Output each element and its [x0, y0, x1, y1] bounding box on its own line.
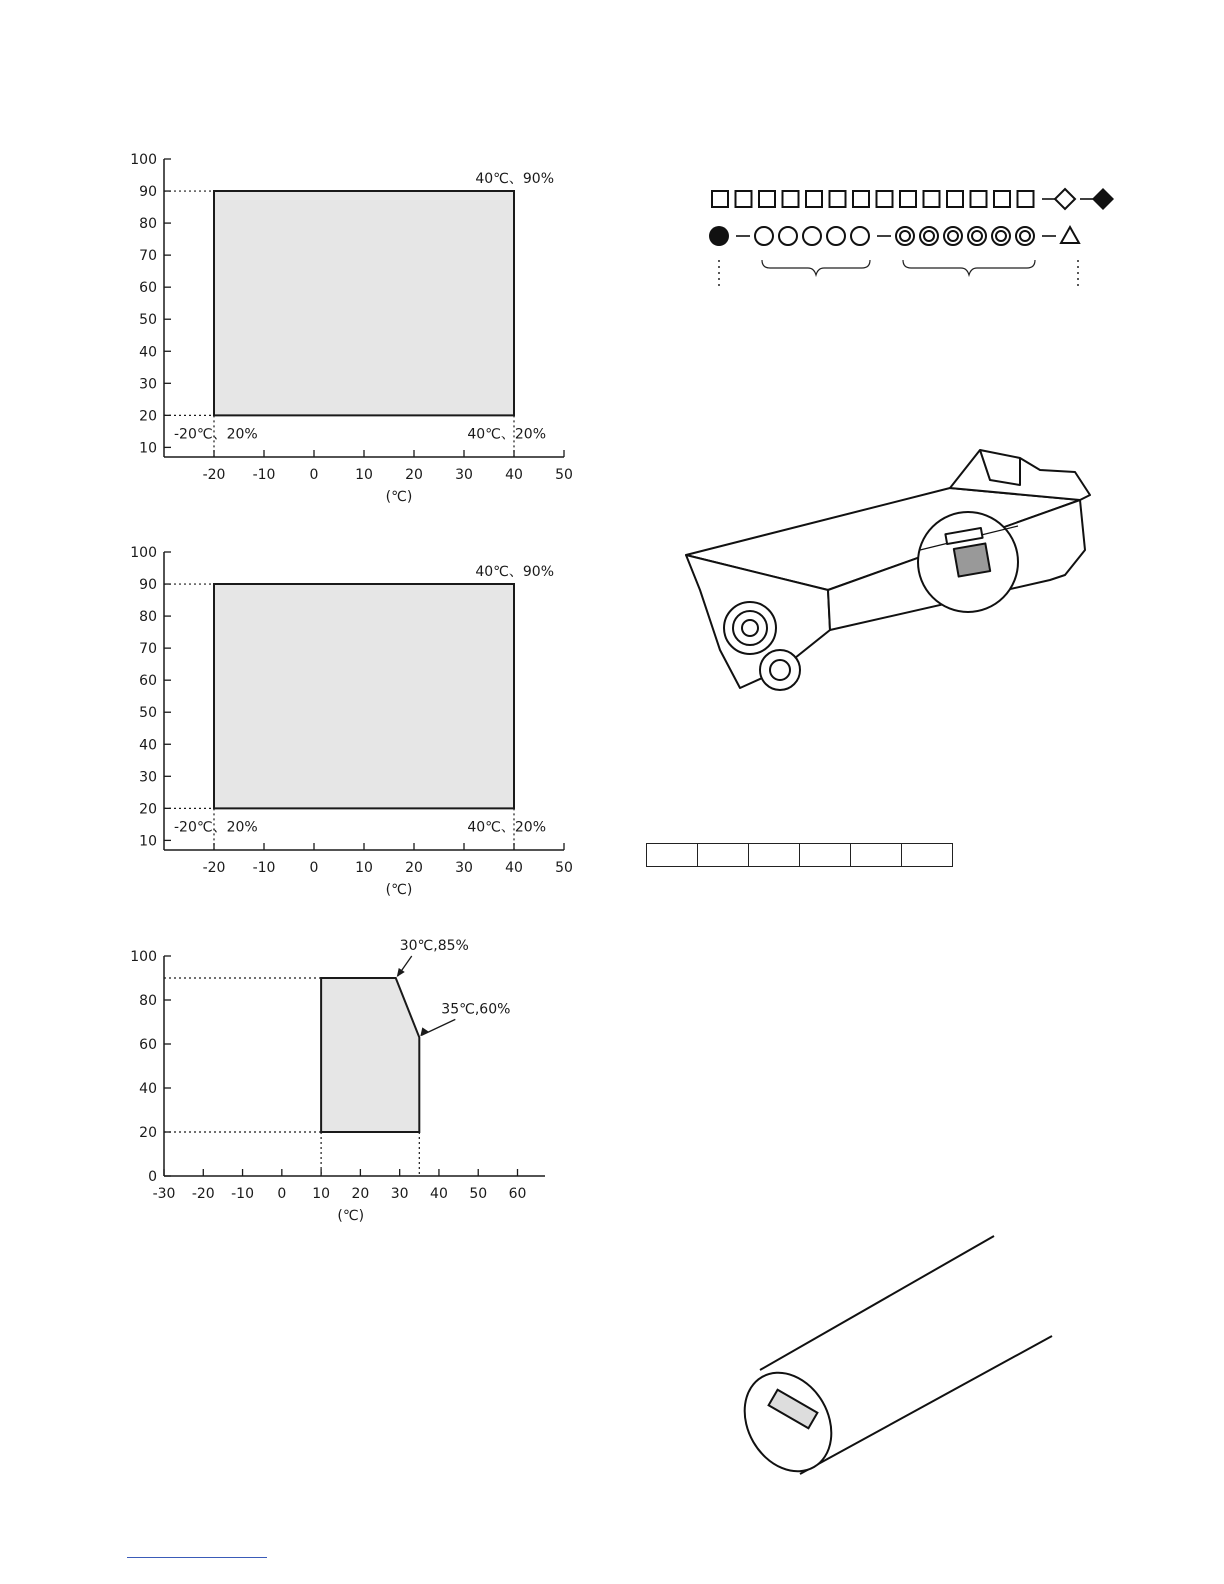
code-symbol — [920, 227, 938, 245]
x-tick-label: 50 — [555, 467, 573, 483]
code-symbol — [830, 191, 846, 207]
code-symbol — [924, 191, 940, 207]
y-tick-label: 40 — [139, 344, 157, 361]
code-symbol — [827, 227, 845, 245]
code-symbol — [994, 191, 1010, 207]
y-tick-label: 60 — [139, 280, 157, 297]
x-tick-label: 30 — [455, 467, 473, 483]
annotation-label: 35℃,60% — [441, 1001, 511, 1018]
code-row-2 — [709, 226, 1079, 246]
x-tick-label: 40 — [505, 860, 523, 876]
x-tick-label: -30 — [152, 1186, 176, 1202]
x-tick-label: 10 — [355, 860, 373, 876]
x-tick-label: 40 — [430, 1186, 448, 1202]
table-cell — [902, 844, 953, 867]
operating-range-area — [214, 191, 514, 415]
y-tick-label: 90 — [139, 184, 157, 201]
x-tick-label: 10 — [312, 1186, 331, 1202]
y-tick-label: 60 — [139, 673, 157, 690]
y-tick-label: 80 — [139, 609, 157, 626]
x-tick-label: 0 — [309, 860, 319, 876]
annotation-label: 30℃,85% — [399, 938, 469, 954]
y-tick-label: 0 — [148, 1169, 157, 1185]
environment-chart-1 — [120, 145, 590, 505]
operating-range-area — [214, 584, 514, 808]
x-tick-label: 30 — [390, 1186, 409, 1202]
code-symbol — [709, 226, 729, 246]
x-tick-label: -20 — [191, 1186, 215, 1202]
arrow-head — [397, 968, 405, 977]
x-tick-label: -10 — [252, 467, 276, 483]
x-tick-label: 40 — [505, 467, 523, 483]
x-tick-label: 60 — [508, 1186, 527, 1202]
annotation-label: 40℃、90% — [475, 564, 554, 581]
x-tick-label: -10 — [252, 860, 276, 876]
x-tick-label: 50 — [555, 860, 573, 876]
code-symbol — [779, 227, 797, 245]
environment-chart-2 — [120, 538, 590, 898]
code-row-1 — [712, 188, 1114, 210]
footer-link-underline[interactable] — [127, 1557, 267, 1558]
y-tick-label: 70 — [139, 248, 157, 265]
code-symbol — [1061, 227, 1079, 243]
x-tick-label: -20 — [202, 467, 226, 483]
annotation-label: 40℃、20% — [467, 426, 546, 443]
x-axis-label: (℃) — [385, 489, 413, 505]
x-tick-label: 20 — [405, 467, 423, 483]
annotation-label: 40℃、90% — [475, 171, 554, 188]
y-tick-label: 60 — [139, 1037, 157, 1053]
drum-end-face — [730, 1357, 849, 1480]
code-symbol — [755, 227, 773, 245]
y-tick-label: 70 — [139, 641, 157, 658]
code-symbol — [783, 191, 799, 207]
arrow-head — [420, 1027, 428, 1036]
code-symbol — [803, 227, 821, 245]
y-tick-label: 50 — [139, 705, 157, 722]
serial-code-diagram — [700, 178, 1150, 293]
code-symbol — [877, 191, 893, 207]
toner-cartridge-illustration — [680, 440, 1100, 710]
y-tick-label: 20 — [139, 1125, 157, 1141]
code-symbol — [851, 227, 869, 245]
code-symbol — [1016, 227, 1034, 245]
drum-bottom-edge — [800, 1336, 1052, 1474]
x-tick-label: 20 — [351, 1186, 370, 1202]
annotation-arrow — [421, 1019, 455, 1035]
drum-top-edge — [760, 1236, 994, 1370]
annotation-label: -20℃、20% — [174, 426, 258, 443]
y-tick-label: 80 — [139, 216, 157, 233]
x-tick-label: 50 — [469, 1186, 488, 1202]
y-tick-label: 40 — [139, 737, 157, 754]
table-cell — [800, 844, 851, 867]
y-tick-label: 10 — [139, 833, 157, 850]
code-symbol — [1055, 189, 1075, 209]
code-symbol — [853, 191, 869, 207]
code-symbol — [896, 227, 914, 245]
x-tick-label: 0 — [277, 1186, 287, 1202]
brace-left — [762, 260, 870, 275]
code-symbol — [900, 191, 916, 207]
code-symbol — [971, 191, 987, 207]
code-symbol — [1018, 191, 1034, 207]
code-symbol — [712, 191, 728, 207]
x-tick-label: 10 — [355, 467, 373, 483]
table-cell — [749, 844, 800, 867]
label-code-table — [646, 843, 953, 867]
environment-chart-3 — [120, 930, 590, 1250]
x-axis-label: (℃) — [385, 882, 413, 898]
x-tick-label: -10 — [231, 1186, 254, 1202]
code-symbol — [1092, 188, 1114, 210]
table-cell — [647, 844, 698, 867]
y-tick-label: 40 — [139, 1081, 157, 1097]
code-symbol — [944, 227, 962, 245]
y-tick-label: 80 — [139, 993, 157, 1009]
y-tick-label: 90 — [139, 577, 157, 594]
y-tick-label: 20 — [139, 408, 157, 425]
table-row — [647, 844, 953, 867]
brace-right — [903, 260, 1035, 275]
code-dotted-leaders — [719, 260, 1078, 288]
drum-illustration — [730, 1230, 1070, 1480]
x-axis-label: (℃) — [337, 1208, 365, 1224]
code-symbol — [806, 191, 822, 207]
annotation-label: -20℃、20% — [174, 819, 258, 836]
y-tick-label: 100 — [130, 152, 157, 168]
y-tick-label: 50 — [139, 312, 157, 329]
annotation-label: 40℃、20% — [467, 819, 546, 836]
x-tick-label: -20 — [202, 860, 226, 876]
y-tick-label: 100 — [130, 949, 157, 965]
y-tick-label: 100 — [130, 545, 157, 561]
label-area — [954, 543, 990, 576]
code-braces — [762, 260, 1035, 275]
y-tick-label: 30 — [139, 376, 157, 393]
y-tick-label: 10 — [139, 440, 157, 457]
x-tick-label: 0 — [309, 467, 319, 483]
code-symbol — [736, 191, 752, 207]
operating-range-area — [321, 978, 419, 1132]
table-cell — [851, 844, 902, 867]
code-symbol — [759, 191, 775, 207]
code-symbol — [968, 227, 986, 245]
code-symbol — [992, 227, 1010, 245]
x-tick-label: 30 — [455, 860, 473, 876]
code-symbol — [947, 191, 963, 207]
table-cell — [698, 844, 749, 867]
x-tick-label: 20 — [405, 860, 423, 876]
y-tick-label: 20 — [139, 801, 157, 818]
y-tick-label: 30 — [139, 769, 157, 786]
